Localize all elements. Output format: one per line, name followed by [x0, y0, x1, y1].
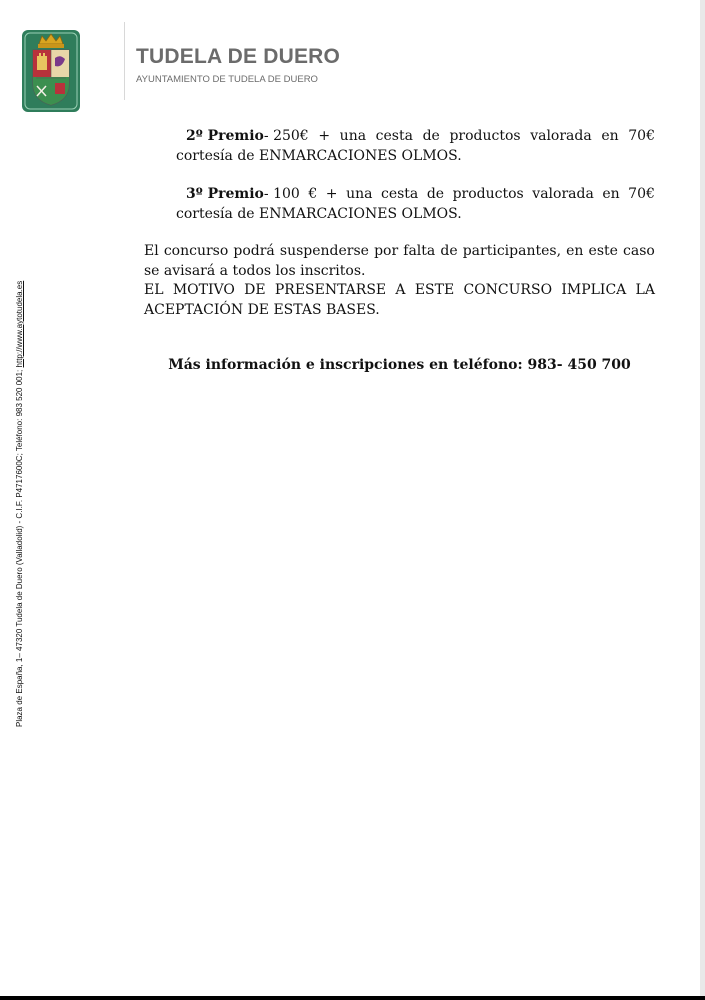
- prize-line: [176, 184, 655, 204]
- org-name: TUDELA DE DUERO: [136, 45, 341, 68]
- page-edge: [700, 0, 705, 996]
- sidebar-address: [14, 282, 26, 727]
- coat-of-arms-icon: [22, 30, 80, 112]
- notice-line: El concurso podrá suspenderse por falta de participantes, en este caso: [144, 243, 655, 259]
- prize-word: de: [422, 128, 440, 144]
- prize-word: en: [602, 186, 620, 202]
- notice-line: ACEPTACIÓN DE ESTAS BASES.: [144, 301, 380, 318]
- prize-word: +: [318, 128, 331, 144]
- sidebar-address-text: Plaza de España, 1– 47320 Tudela de Duero (Valladolid) - C.I.F. P4717600C; Teléfono: 983 520 001;: [15, 369, 24, 727]
- info-contact-line: Más información e inscripciones en teléfono: 983- 450 700: [168, 357, 631, 373]
- prize-third: [176, 184, 655, 224]
- header-divider: [124, 22, 125, 100]
- prize-line: [176, 126, 655, 146]
- notice-paragraph: [144, 242, 655, 320]
- prize-word: en: [601, 128, 619, 144]
- prize-word: productos: [452, 186, 524, 202]
- prize-word: de: [426, 186, 445, 202]
- prize-sponsor: cortesía de ENMARCACIONES OLMOS.: [176, 206, 462, 222]
- prize-title: 2º Premio: [186, 128, 264, 144]
- notice-line: EL MOTIVO DE PRESENTARSE A ESTE CONCURSO IMPLICA LA: [144, 282, 655, 298]
- prize-word: 3º Premio- 100: [186, 186, 300, 202]
- prize-word: productos: [449, 128, 521, 144]
- prize-word: una: [339, 128, 367, 144]
- prize-word: 70€: [628, 186, 655, 202]
- prize-sponsor: cortesía de ENMARCACIONES OLMOS.: [176, 148, 462, 164]
- prize-word: 70€: [628, 128, 655, 144]
- prize-word: una: [346, 186, 373, 202]
- org-subtitle: AYUNTAMIENTO DE TUDELA DE DUERO: [136, 74, 318, 85]
- notice-line: se avisará a todos los inscritos.: [144, 262, 366, 279]
- prize-word: valorada: [532, 186, 594, 202]
- prize-word: cesta: [380, 186, 419, 202]
- prize-word: +: [325, 186, 338, 202]
- sidebar-url-link[interactable]: http://www.aytotudela.es: [15, 280, 24, 368]
- prize-title: 3º Premio: [186, 186, 264, 202]
- prize-word: €: [308, 186, 318, 202]
- prize-word: cesta: [375, 128, 413, 144]
- prize-word: 2º Premio- 250€: [186, 128, 309, 144]
- prize-second: [176, 126, 655, 166]
- prize-word: valorada: [530, 128, 592, 144]
